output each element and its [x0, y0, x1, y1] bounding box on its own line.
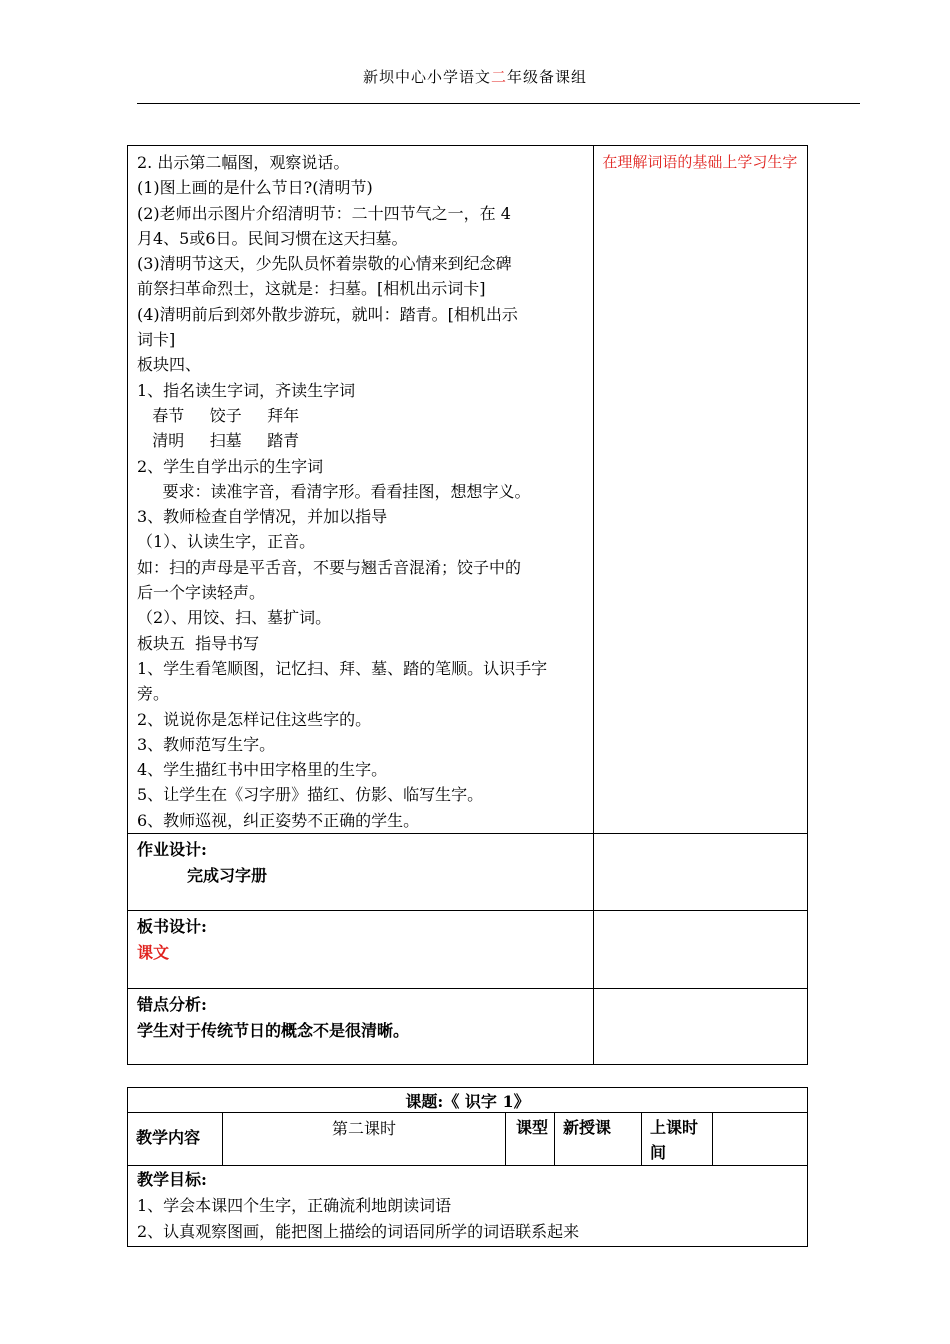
- lesson-step-line: 2. 出示第二幅图，观察说话。: [137, 153, 350, 172]
- lesson-step-line: 词卡]: [137, 330, 176, 350]
- lesson-plan-table: [127, 145, 808, 1065]
- homework-note-cell: [594, 834, 808, 911]
- content-label: 教学内容: [128, 1113, 223, 1166]
- page-header: [0, 66, 950, 87]
- lesson-step-line: 3、教师范写生字。: [137, 734, 276, 754]
- lesson-step-line: (2)老师出示图片介绍清明节：二十四节气之一，在 4: [137, 203, 511, 223]
- next-lesson-title: 课题:《 识字 1》: [128, 1088, 808, 1113]
- lesson-step-line: 如：扫的声母是平舌音，不要与翘舌音混淆；饺子中的: [137, 557, 522, 577]
- time-value: [713, 1113, 808, 1166]
- lesson-step-line: 板块五 指导书写: [137, 633, 260, 653]
- lesson-step-line: （2）、用饺、扫、墓扩词。: [137, 608, 332, 628]
- board-content: 课文: [137, 943, 170, 963]
- lesson-step-line: 要求：读准字音，看清字形。看看挂图，想想字义。: [137, 481, 531, 501]
- homework-cell: [128, 834, 594, 911]
- lesson-step-line: 1、指名读生字词，齐读生字词: [137, 380, 356, 400]
- type-value: 新授课: [555, 1113, 642, 1166]
- lesson-step-line: 6、教师巡视，纠正姿势不正确的学生。: [137, 810, 420, 830]
- lesson-step-line: 1、学生看笔顺图，记忆扫、拜、墓、踏的笔顺。认识手字: [137, 658, 548, 678]
- lesson-step-line: (3)清明节这天，少先队员怀着崇敬的心情来到纪念碑: [137, 254, 512, 274]
- lesson-step-line: 3、教师检查自学情况，并加以指导: [137, 507, 388, 527]
- lesson-step-line: (4)清明前后到郊外散步游玩，就叫：踏青。[相机出示: [137, 304, 518, 324]
- lesson-step-line: (1)图上画的是什么节日?(清明节): [137, 178, 373, 198]
- goals-label: 教学目标:: [137, 1170, 207, 1189]
- next-lesson-info-row: [128, 1113, 808, 1166]
- goals-cell: [128, 1166, 808, 1247]
- homework-label: 作业设计:: [137, 840, 207, 860]
- lesson-step-line: 旁。: [137, 684, 170, 704]
- errors-row: [128, 989, 808, 1065]
- homework-row: [128, 834, 808, 911]
- lesson-step-line: 4、学生描红书中田字格里的生字。: [137, 760, 388, 780]
- header-title-part1: 新坝中心小学语文: [362, 68, 491, 86]
- lesson-step-line: （1）、认读生字，正音。: [137, 532, 316, 552]
- lesson-step-line: 前祭扫革命烈士，这就是：扫墓。[相机出示词卡]: [137, 279, 486, 299]
- board-note-cell: [594, 911, 808, 989]
- lesson-steps-row: [128, 146, 808, 834]
- lesson-steps-list: [128, 146, 593, 833]
- type-label: 课型: [506, 1113, 555, 1166]
- lesson-step-line: 板块四、: [137, 355, 202, 375]
- board-row: [128, 911, 808, 989]
- lesson-step-line: 2、学生自学出示的生字词: [137, 456, 324, 476]
- lesson-step-line: 后一个字读轻声。: [137, 583, 266, 603]
- goals-row: [128, 1166, 808, 1247]
- lesson-step-line: 5、让学生在《习字册》描红、仿影、临写生字。: [137, 785, 484, 805]
- lesson-steps-cell: [128, 146, 594, 834]
- side-note-cell: [594, 146, 808, 834]
- side-note: 在理解词语的基础上学习生字: [602, 153, 798, 171]
- time-label: 上课时间: [642, 1113, 713, 1166]
- errors-content: 学生对于传统节日的概念不是很清晰。: [137, 1021, 410, 1041]
- lesson-step-line: 清明 扫墓 踏青: [137, 431, 300, 451]
- errors-label: 错点分析:: [137, 995, 207, 1015]
- board-label: 板书设计:: [137, 917, 207, 937]
- lesson-step-line: 月4、5或6日。民间习惯在这天扫墓。: [137, 228, 408, 248]
- header-title-red: 二: [490, 68, 507, 86]
- errors-cell: [128, 989, 594, 1065]
- next-lesson-title-row: [128, 1088, 808, 1113]
- header-title-part2: 年级备课组: [507, 68, 588, 86]
- goal-item: 1、学会本课四个生字，正确流利地朗读词语: [137, 1196, 452, 1215]
- board-cell: [128, 911, 594, 989]
- content-value: 第二课时: [223, 1113, 506, 1166]
- goal-item: 2、认真观察图画，能把图上描绘的词语同所学的词语联系起来: [137, 1222, 580, 1241]
- next-lesson-table: [127, 1087, 808, 1247]
- homework-content: 完成习字册: [187, 866, 268, 886]
- header-divider: [137, 103, 860, 104]
- errors-note-cell: [594, 989, 808, 1065]
- lesson-step-line: 春节 饺子 拜年: [137, 405, 300, 425]
- lesson-step-line: 2、说说你是怎样记住这些字的。: [137, 709, 372, 729]
